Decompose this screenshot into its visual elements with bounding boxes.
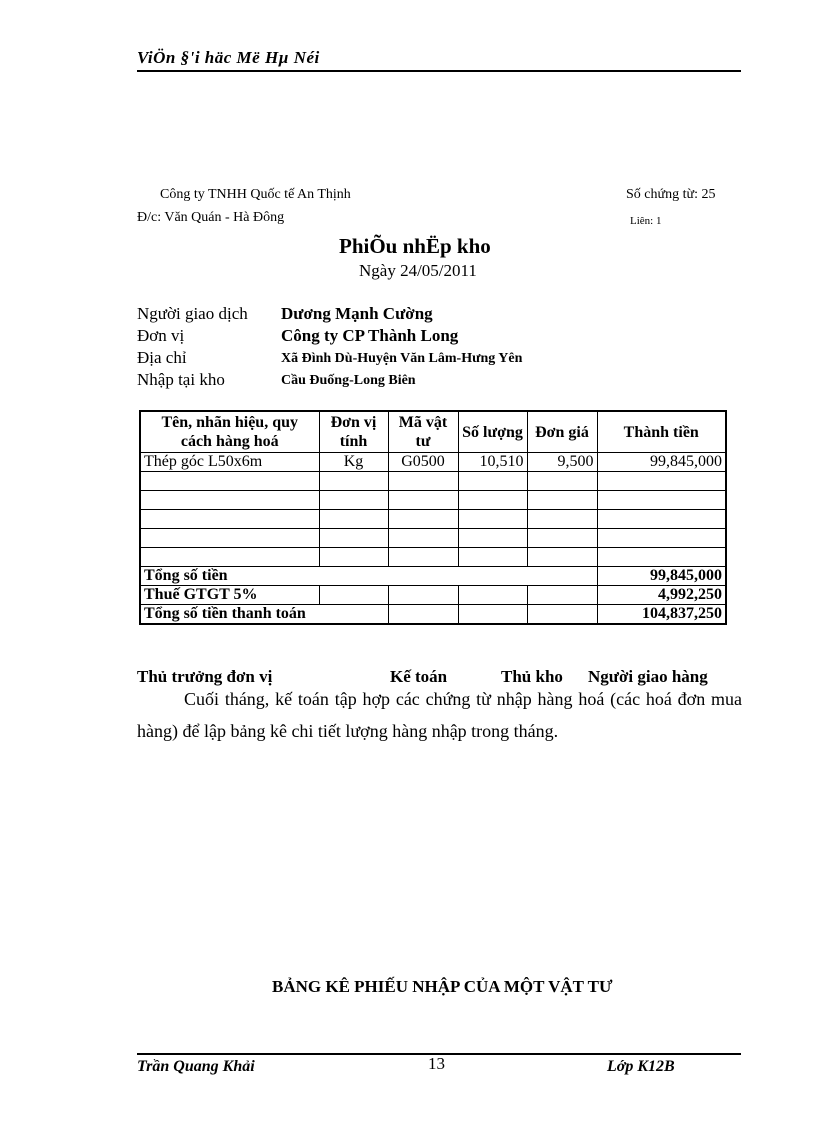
table-row-empty — [140, 548, 726, 567]
table-header-row — [140, 411, 726, 453]
table-row-empty — [140, 491, 726, 510]
table-row-empty — [140, 510, 726, 529]
cell-quantity: 10,510 — [458, 453, 527, 472]
field-value-address: Xã Đình Dù-Huyện Văn Lâm-Hưng Yên — [281, 351, 523, 366]
col-header-amount: Thành tiền — [597, 411, 726, 453]
field-value-unit: Công ty CP Thành Long — [281, 326, 459, 345]
total-label: Tổng số tiền — [140, 567, 597, 586]
copy-number: Liên: 1 — [630, 215, 662, 227]
header-rule — [137, 70, 741, 72]
field-label-unit: Đơn vị — [137, 326, 185, 345]
field-label-transactor: Người giao dịch — [137, 304, 248, 323]
signature-accountant: Kế toán — [390, 667, 448, 686]
table-row-empty — [140, 529, 726, 548]
grand-total-amount: 104,837,250 — [597, 605, 726, 625]
signature-head: Thủ trưởng đơn vị — [137, 667, 273, 686]
total-row — [140, 567, 726, 586]
col-header-quantity: Số lượng — [458, 411, 527, 453]
company-address: Đ/c: Văn Quán - Hà Đông — [137, 210, 285, 225]
col-header-goods: Tên, nhãn hiệu, quy cách hàng hoá — [140, 411, 319, 453]
footer-class: Lớp K12B — [607, 1058, 675, 1075]
col-header-code: Mã vật tư — [388, 411, 458, 453]
col-header-uom: Đơn vị tính — [319, 411, 388, 453]
field-value-transactor: Dương Mạnh Cường — [281, 304, 433, 323]
body-paragraph: Cuối tháng, kế toán tập hợp các chứng từ nhập hàng hoá (các hoá đơn mua hàng) để lập bảng kê chi tiết lượng hàng nhập trong tháng. — [137, 689, 742, 741]
section-title: BẢNG KÊ PHIẾU NHẬP CỦA MỘT VẬT TƯ — [272, 977, 613, 996]
voucher-date: Ngày 24/05/2011 — [359, 261, 477, 280]
total-amount: 99,845,000 — [597, 567, 726, 586]
page-number: 13 — [428, 1054, 445, 1073]
cell-unit-price: 9,500 — [527, 453, 597, 472]
vat-label: Thuế GTGT 5% — [140, 586, 319, 605]
footer-author: Trần Quang Khải — [137, 1058, 255, 1075]
document-number: Số chứng từ: 25 — [626, 187, 716, 202]
col-header-unit-price: Đơn giá — [527, 411, 597, 453]
field-label-address: Địa chỉ — [137, 348, 187, 367]
running-header: ViÖn §'i häc Më Hµ Néi — [137, 48, 320, 67]
table-row-empty — [140, 472, 726, 491]
field-label-warehouse: Nhập tại kho — [137, 370, 225, 389]
cell-uom: Kg — [319, 453, 388, 472]
cell-amount: 99,845,000 — [597, 453, 726, 472]
receipt-table — [139, 410, 727, 625]
company-name: Công ty TNHH Quốc tế An Thịnh — [160, 187, 351, 202]
vat-amount: 4,992,250 — [597, 586, 726, 605]
signature-deliverer: Người giao hàng — [588, 667, 708, 686]
table-row — [140, 453, 726, 472]
vat-row — [140, 586, 726, 605]
cell-code: G0500 — [388, 453, 458, 472]
cell-goods: Thép góc L50x6m — [140, 453, 319, 472]
field-value-warehouse: Cầu Đuống-Long Biên — [281, 373, 416, 388]
grand-total-row — [140, 605, 726, 625]
signature-storekeeper: Thủ kho — [501, 667, 563, 686]
grand-total-label: Tổng số tiền thanh toán — [140, 605, 388, 625]
voucher-title: PhiÕu nhËp kho — [339, 234, 491, 258]
